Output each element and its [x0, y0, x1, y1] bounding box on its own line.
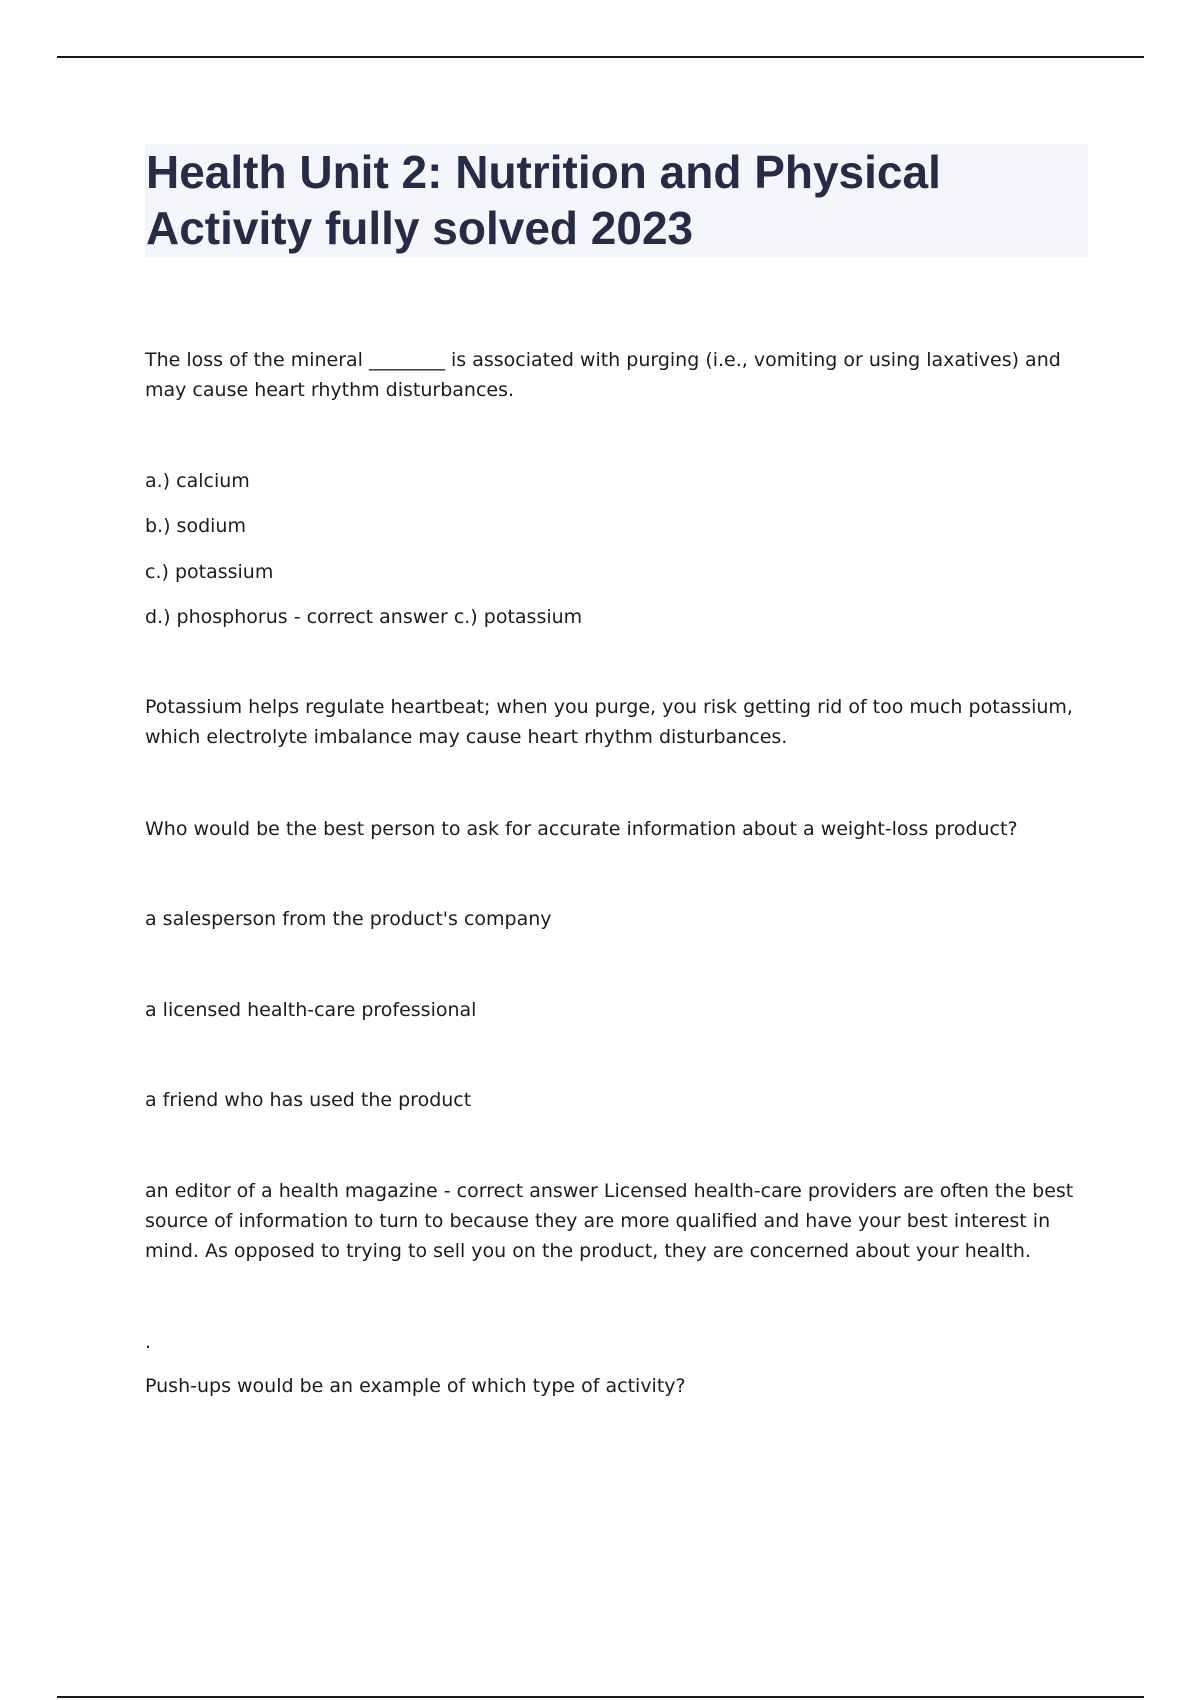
- page-title: Health Unit 2: Nutrition and Physical Activity fully solved 2023: [146, 146, 941, 254]
- question-2: Who would be the best person to ask for accurate information about a weight-loss product?: [145, 818, 1018, 840]
- q2-option-2: a licensed health-care professional: [145, 999, 477, 1021]
- footer-rule: [57, 1696, 1144, 1698]
- q1-option-a: a.) calcium: [145, 470, 250, 492]
- q1-option-b: b.) sodium: [145, 515, 246, 537]
- question-1: The loss of the mineral ________ is associated with purging (i.e., vomiting or using laxatives) and may cause heart rhythm disturbances.: [145, 349, 1061, 401]
- separator-dot: .: [145, 1331, 152, 1353]
- q1-option-d-answer: d.) phosphorus - correct answer c.) potassium: [145, 606, 583, 628]
- q1-explanation: Potassium helps regulate heartbeat; when you purge, you risk getting rid of too much potassium, which electrolyte imbalance may cause heart rhythm disturbances.: [145, 696, 1073, 748]
- q2-option-1: a salesperson from the product's company: [145, 908, 552, 930]
- q2-option-4-answer: an editor of a health magazine - correct answer Licensed health-care providers are often the best source of information to turn to because they are more qualified and have your best interest in mind. As opposed to trying to sell you on the product, they are concerned about your health.: [145, 1180, 1074, 1262]
- question-3: Push-ups would be an example of which type of activity?: [145, 1375, 686, 1397]
- q1-option-c: c.) potassium: [145, 561, 274, 583]
- q2-option-3: a friend who has used the product: [145, 1089, 472, 1111]
- header-rule: [57, 56, 1144, 58]
